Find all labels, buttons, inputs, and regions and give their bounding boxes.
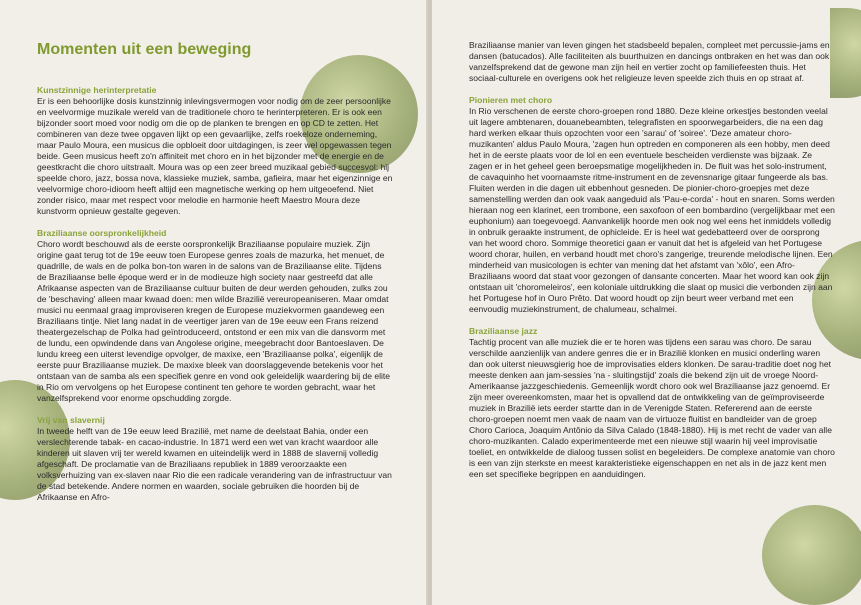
left-page: [0, 0, 428, 605]
section-text: Choro wordt beschouwd als de eerste oorspronkelijk Braziliaanse populaire muziek. Zijn origine gaat terug tot de 19e eeuw toen Europese genres zoals de mazurka, het menuet, de quadrille, de wals en de polka bon-ton waren in de salons van de Braziliaanse elite. Tijdens de Braziliaanse belle époque werd er in de modieuze high society naar gestreefd dat alle Afrikaanse aspecten van de Braziliaanse cultuur buiten de deur werden gehouden, zulks zou de 'beschaving' alleen maar kwaad doen: men wilde Brazilië vereuropeaniseren. Maar omdat musici nu eenmaal graag improviseren kregen de Europese muziekvormen gaandeweg een Braziliaans tintje. Niet lang nadat in de veertiger jaren van de 19e eeuw een Frans reizend theatergezelschap de Polka had geïntroduceerd, ontstond er een mix van die dansvorm met de lundu, een opwindende dans van Angolese origine, meegebracht door Bantoeslaven. De lundu kreeg een uiterst levendige opvolger, de maxixe, een 'Braziliaanse polka', eigenlijk de eerste puur Braziliaanse muziek. De maxixe bleek van doorslaggevende betekenis voor het ontstaan van de samba als een specifiek genre en vond ook geleidelijk waardering bij de elite in Rio om vervolgens op het Europese continent ten gehore te worden gebracht, waar het vanzelfsprekend voor enorme opschudding zorgde.: [37, 239, 391, 403]
continued-text: Braziliaanse manier van leven gingen het stadsbeeld bepalen, compleet met percussie-jams en dansen (batucados). Alle faciliteiten als buurthuizen en dancings ontbraken en het was dan ook vanzelfsprekend dat de gewone man zijn heil en vertier zocht op familiefeesten thuis. Het sociaal-culturele en overigens ook het religieuze leven speelde zich thuis en op straat af.: [469, 40, 830, 83]
section-heading: Kunstzinnige herinterpretatie: [37, 85, 157, 95]
section-text: In tweede helft van de 19e eeuw leed Brazilië, met name de deelstaat Bahia, onder een verslechterende tabak- en cacao-industrie. In 1871 werd een wet van kracht waardoor alle kinderen uit slaven vrij ter wereld kwamen en uiteindelijk werd in 1888 de slavernij volledig afgeschaft. De proclamatie van de Braziliaans republiek in 1889 veroorzaakte een volksverhuizing van ex-slaven naar Rio die een radicale verandering van de infrastructuur van de stad betekende. Andere normen en waarden, sociale gebruiken die hoorden bij de Afrikaanse en Afro-: [37, 426, 392, 502]
section-heading: Pionieren met choro: [469, 95, 553, 105]
section-text: In Rio verschenen de eerste choro-groepen rond 1880. Deze kleine orkestjes bestonden veelal uit lagere ambtenaren, douanebeambten, telegrafisten en spoorwegarbeiders, die na een dag hard werken elkaar thuis opzochten voor een 'sarau' of 'soiree'. 'Deze amateur choro-muzikanten' aldus Paulo Moura, 'zagen hun optreden en componeren als een hobby, men deed het in de eerste plaats voor de lol en een eventuele bescheiden verdienste was bijzaak. Ze zagen er in het geheel geen beroepsmatige mogelijkheden in. De fluit was het solo-instrument, de cavaquinho het voornaamste ritme-instrument en de zevensnarige gitaar fungeerde als bas. Fluiten werden in die dagen uit ebbenhout gesneden. De pionier-choro-groepjes met deze samenstelling werden dan ook vaak aangeduid als 'Pau-e-corda' - hout en snaren. Soms werden hieraan nog een klarinet, een trombone, een saxofoon of een bombardino (vergelijkbaar met een euphonium) aan toegevoegd. Aanvankelijk hoorde men ook nog wel eens het inmiddels volledig in onbruik geraakte instrument, de ophicleide. Er is heel wat gedebatteerd over de oorsprong van het woord choro. Sommige theoretici gaan er vanuit dat het is afgeleid van het Portugese woord chorar, huilen, en verband houdt met choro's zangerige, treurende melodische lijnen. Een minderheid van musicologen is echter van mening dat het afstamt van 'xôlo', een Afro-Braziliaans woord dat staat voor gezongen of dansante concerten. Maar het woord kan ook zijn ontstaan uit 'choromeleiros', een koloniale uitdrukking die slaat op musici die verbonden zijn aan het Portugese hof in Ouro Prêto. Dat woord houdt op zijn beurt weer verband met een eenvoudig muziekinstrument, de chalumeau, schalmei.: [469, 106, 835, 314]
section-heading: Braziliaanse oorspronkelijkheid: [37, 228, 167, 238]
photo-circle-bottom-right: [762, 505, 861, 605]
section-text: Er is een behoorlijke dosis kunstzinnig inlevingsvermogen voor nodig om de zeer persoonlijke en veelvormige muzikale wereld van de traditionele choro te herinterpreteren. Er is ook een bijzonder soort moed voor nodig om die op de planken te brengen en op CD te zetten. Het combineren van deze twee opgaven lijkt op een gevaarlijke, zelfs roekeloze onderneming, maar Paulo Moura, een musicus die opbloeit door uitdagingen, is zeer wel opgewassen tegen beide. Geen musicus heeft zo'n affiniteit met choro en in het bijzonder met de energie en de geestkracht die choro uitstraalt. Moura was op een zeer breed muzikaal gebied succesvol: hij speelde choro, jazz, bossa nova, klassieke muziek, samba, gafieira, maar het eigenzinnige en veelvormige choro-idioom heeft altijd een magnetische werking op hem uitgeoefend. Niet zonder risico, maar met respect voor melodie en harmonie heeft Maestro Moura deze kunstvorm opnieuw gestalte gegeven.: [37, 96, 393, 216]
left-column: [37, 40, 393, 514]
section-heading: Braziliaanse jazz: [469, 326, 538, 336]
page-title: Momenten uit een beweging: [37, 41, 252, 58]
right-page: [432, 0, 861, 605]
right-column: [469, 40, 835, 491]
section-text: Tachtig procent van alle muziek die er te horen was tijdens een sarau was choro. De sarau verschilde aanzienlijk van andere genres die er in Brazilië klonken en musici onderling waren dan ook uiterst nieuwsgierig hoe de improvisaties elders klonken. De sarau-traditie doet nog het meeste denken aan jam-sessies 'na - sluitingstijd' zoals die bekend zijn uit de vroege Noord-Amerikaanse jazzgeschiedenis. Gemeenlijk wordt choro ook wel Braziliaanse jazz genoemd. Er zijn meer overeenkomsten, maar het is opvallend dat de ontwikkeling van de geïmproviseerde muziek in Brazilië iets eerder startte dan in de Verenigde Staten. Refererend aan de eerste choro-groepen noemt men vaak de naam van de virtuoze fluitist en bandleider van de groep Choro Carioca, Joaquim Antônio da Silva Calado (1848-1880). Hij is met recht de vader van alle choro-muzikanten. Calado experimenteerde met een nieuwe stijl waarin hij veel improvisatie toeliet, en ontwikkelde de dialoog tussen solist en begeleiders. De complexe anatomie van choro is een van zijn sterkste en meest karakteristieke eigenschappen en net als in de jazz kent men een set specifieke begrippen en aanduidingen.: [469, 337, 835, 479]
section-heading: Vrij van slavernij: [37, 415, 105, 425]
